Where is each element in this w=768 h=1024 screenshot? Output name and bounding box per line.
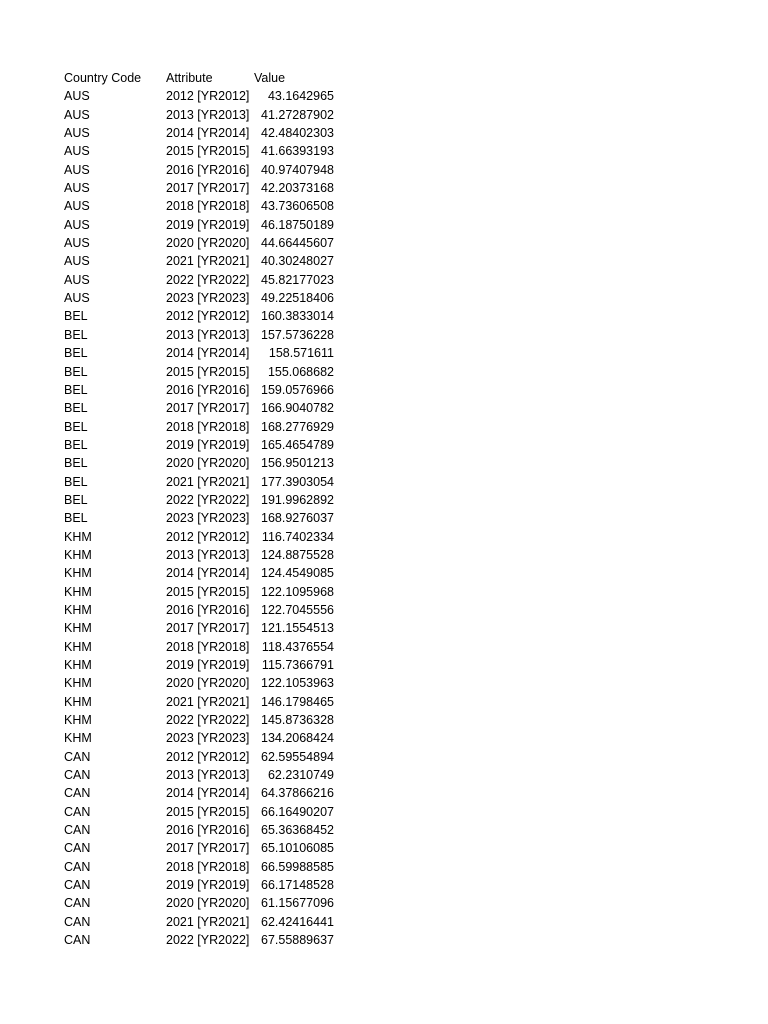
cell-country-code[interactable]: BEL bbox=[64, 492, 88, 507]
cell-attribute[interactable]: 2021 [YR2021] bbox=[166, 254, 250, 269]
cell-country-code[interactable]: CAN bbox=[64, 786, 91, 801]
cell-country-code[interactable]: KHM bbox=[64, 694, 92, 709]
cell-attribute[interactable]: 2017 [YR2017] bbox=[166, 181, 250, 196]
cell-attribute[interactable]: 2019 [YR2019] bbox=[166, 878, 250, 893]
table-row bbox=[64, 161, 334, 179]
cell-attribute[interactable]: 2013 [YR2013] bbox=[166, 107, 250, 122]
cell-country-code[interactable]: AUS bbox=[64, 181, 90, 196]
cell-country-code[interactable]: AUS bbox=[64, 89, 90, 104]
cell-value[interactable]: 157.5736228 bbox=[261, 327, 334, 342]
table-row bbox=[64, 399, 334, 417]
cell-value[interactable]: 160.3833014 bbox=[261, 309, 334, 324]
cell-value[interactable]: 44.66445607 bbox=[261, 236, 334, 251]
cell-value[interactable]: 49.22518406 bbox=[261, 291, 334, 306]
cell-value[interactable]: 168.9276037 bbox=[261, 511, 334, 526]
cell-attribute[interactable]: 2023 [YR2023] bbox=[166, 291, 250, 306]
table-row bbox=[64, 491, 334, 509]
cell-value[interactable]: 43.73606508 bbox=[261, 199, 334, 214]
table-row bbox=[64, 106, 334, 124]
table-row bbox=[64, 601, 334, 619]
table-row bbox=[64, 142, 334, 160]
cell-value[interactable]: 159.0576966 bbox=[261, 382, 334, 397]
cell-attribute[interactable]: 2021 [YR2021] bbox=[166, 914, 250, 929]
cell-country-code[interactable]: BEL bbox=[64, 364, 88, 379]
table-row bbox=[64, 656, 334, 674]
header-value[interactable]: Value bbox=[254, 71, 286, 85]
cell-value[interactable]: 40.97407948 bbox=[261, 162, 334, 177]
cell-country-code[interactable]: BEL bbox=[64, 419, 88, 434]
cell-value[interactable]: 116.7402334 bbox=[261, 529, 334, 544]
cell-value[interactable]: 122.1053963 bbox=[261, 676, 334, 691]
cell-country-code[interactable]: KHM bbox=[64, 566, 92, 581]
table-row bbox=[64, 216, 334, 234]
table-row bbox=[64, 344, 334, 362]
cell-country-code[interactable]: BEL bbox=[64, 474, 88, 489]
header-attribute[interactable]: Attribute bbox=[166, 71, 213, 85]
cell-country-code[interactable]: CAN bbox=[64, 749, 91, 764]
table-row bbox=[64, 436, 334, 454]
cell-attribute[interactable]: 2018 [YR2018] bbox=[166, 639, 250, 654]
table-row bbox=[64, 894, 334, 912]
table-row bbox=[64, 418, 334, 436]
cell-value[interactable]: 62.2310749 bbox=[267, 768, 334, 783]
cell-attribute[interactable]: 2019 [YR2019] bbox=[166, 217, 250, 232]
cell-attribute[interactable]: 2018 [YR2018] bbox=[166, 199, 250, 214]
cell-value[interactable]: 115.7366791 bbox=[261, 658, 334, 672]
cell-attribute[interactable]: 2013 [YR2013] bbox=[166, 547, 250, 562]
table-row bbox=[64, 583, 334, 601]
table-row bbox=[64, 803, 334, 821]
table-row bbox=[64, 289, 334, 307]
table-row bbox=[64, 821, 334, 839]
cell-attribute[interactable]: 2019 [YR2019] bbox=[166, 658, 250, 672]
cell-value[interactable]: 66.59988585 bbox=[261, 859, 334, 874]
cell-value[interactable]: 62.42416441 bbox=[261, 914, 334, 929]
table-row bbox=[64, 638, 334, 656]
header-row bbox=[64, 69, 334, 87]
table-row bbox=[64, 564, 334, 582]
cell-attribute[interactable]: 2012 [YR2012] bbox=[166, 529, 250, 544]
table-row bbox=[64, 748, 334, 766]
cell-country-code[interactable]: BEL bbox=[64, 309, 88, 324]
cell-value[interactable]: 156.9501213 bbox=[261, 456, 334, 471]
cell-attribute[interactable]: 2023 [YR2023] bbox=[166, 511, 250, 526]
cell-value[interactable]: 118.4376554 bbox=[261, 639, 334, 654]
cell-value[interactable]: 41.27287902 bbox=[261, 107, 334, 122]
cell-country-code[interactable]: AUS bbox=[64, 107, 90, 122]
cell-country-code[interactable]: CAN bbox=[64, 878, 91, 893]
table-row bbox=[64, 546, 334, 564]
cell-attribute[interactable]: 2023 [YR2023] bbox=[166, 731, 250, 746]
cell-country-code[interactable]: BEL bbox=[64, 511, 88, 526]
cell-country-code[interactable]: KHM bbox=[64, 658, 92, 672]
cell-country-code[interactable]: AUS bbox=[64, 236, 90, 251]
data-rows bbox=[64, 87, 334, 949]
cell-attribute[interactable]: 2022 [YR2022] bbox=[166, 713, 250, 728]
cell-country-code[interactable]: CAN bbox=[64, 933, 91, 948]
cell-country-code[interactable]: KHM bbox=[64, 639, 92, 654]
cell-value[interactable]: 165.4654789 bbox=[261, 437, 334, 452]
cell-attribute[interactable]: 2012 [YR2012] bbox=[166, 309, 250, 324]
cell-country-code[interactable]: BEL bbox=[64, 346, 88, 361]
cell-attribute[interactable]: 2014 [YR2014] bbox=[166, 346, 250, 361]
cell-attribute[interactable]: 2012 [YR2012] bbox=[166, 749, 250, 764]
cell-country-code[interactable]: KHM bbox=[64, 547, 92, 562]
cell-country-code[interactable]: KHM bbox=[64, 713, 92, 728]
cell-attribute[interactable]: 2020 [YR2020] bbox=[166, 896, 250, 911]
cell-attribute[interactable]: 2014 [YR2014] bbox=[166, 126, 250, 141]
table-row bbox=[64, 876, 334, 894]
cell-country-code[interactable]: BEL bbox=[64, 327, 88, 342]
cell-attribute[interactable]: 2020 [YR2020] bbox=[166, 236, 250, 251]
cell-value[interactable]: 124.4549085 bbox=[261, 566, 334, 581]
cell-attribute[interactable]: 2012 [YR2012] bbox=[166, 89, 250, 104]
table-row bbox=[64, 674, 334, 692]
cell-country-code[interactable]: BEL bbox=[64, 401, 88, 416]
cell-country-code[interactable]: BEL bbox=[64, 437, 88, 452]
cell-attribute[interactable]: 2020 [YR2020] bbox=[166, 456, 250, 471]
cell-attribute[interactable]: 2021 [YR2021] bbox=[166, 694, 250, 709]
table-row bbox=[64, 326, 334, 344]
cell-attribute[interactable]: 2022 [YR2022] bbox=[166, 933, 250, 948]
cell-value[interactable]: 65.36368452 bbox=[261, 823, 334, 838]
cell-value[interactable]: 43.1642965 bbox=[267, 89, 334, 104]
cell-attribute[interactable]: 2021 [YR2021] bbox=[166, 474, 250, 489]
cell-value[interactable]: 166.9040782 bbox=[261, 401, 334, 416]
cell-country-code[interactable]: AUS bbox=[64, 162, 90, 177]
cell-value[interactable]: 177.3903054 bbox=[261, 474, 334, 489]
cell-value[interactable]: 146.1798465 bbox=[261, 694, 334, 709]
table-row bbox=[64, 693, 334, 711]
cell-country-code[interactable]: KHM bbox=[64, 602, 92, 617]
cell-value[interactable]: 122.1095968 bbox=[261, 584, 334, 599]
table-row bbox=[64, 729, 334, 747]
cell-value[interactable]: 64.37866216 bbox=[261, 786, 334, 801]
cell-attribute[interactable]: 2022 [YR2022] bbox=[166, 492, 250, 507]
cell-country-code[interactable]: AUS bbox=[64, 254, 90, 269]
table-row bbox=[64, 931, 334, 949]
table-row bbox=[64, 839, 334, 857]
cell-country-code[interactable]: AUS bbox=[64, 126, 90, 141]
cell-attribute[interactable]: 2016 [YR2016] bbox=[166, 602, 250, 617]
cell-value[interactable]: 45.82177023 bbox=[261, 272, 334, 287]
table-row bbox=[64, 363, 334, 381]
table-row bbox=[64, 473, 334, 491]
cell-country-code[interactable]: CAN bbox=[64, 804, 91, 819]
cell-attribute[interactable]: 2017 [YR2017] bbox=[166, 841, 250, 856]
table-row bbox=[64, 124, 334, 142]
cell-country-code[interactable]: AUS bbox=[64, 272, 90, 287]
cell-attribute[interactable]: 2017 [YR2017] bbox=[166, 401, 250, 416]
table-row bbox=[64, 454, 334, 472]
cell-country-code[interactable]: CAN bbox=[64, 841, 91, 856]
cell-value[interactable]: 66.17148528 bbox=[261, 878, 334, 893]
cell-attribute[interactable]: 2022 [YR2022] bbox=[166, 272, 250, 287]
cell-value[interactable]: 124.8875528 bbox=[261, 547, 334, 562]
cell-value[interactable]: 67.55889637 bbox=[261, 933, 334, 948]
table-row bbox=[64, 271, 334, 289]
table-row bbox=[64, 87, 334, 105]
cell-country-code[interactable]: CAN bbox=[64, 896, 91, 911]
cell-attribute[interactable]: 2013 [YR2013] bbox=[166, 327, 250, 342]
table-row bbox=[64, 766, 334, 784]
cell-country-code[interactable]: CAN bbox=[64, 914, 91, 929]
cell-country-code[interactable]: KHM bbox=[64, 621, 92, 636]
table-row bbox=[64, 307, 334, 325]
table-row bbox=[64, 179, 334, 197]
cell-value[interactable]: 168.2776929 bbox=[261, 419, 334, 434]
cell-attribute[interactable]: 2016 [YR2016] bbox=[166, 823, 250, 838]
data-sheet bbox=[64, 69, 334, 950]
cell-attribute[interactable]: 2018 [YR2018] bbox=[166, 859, 250, 874]
cell-value[interactable]: 122.7045556 bbox=[261, 602, 334, 617]
cell-country-code[interactable]: KHM bbox=[64, 529, 92, 544]
header-country-code[interactable]: Country Code bbox=[64, 71, 142, 85]
cell-value[interactable]: 155.068682 bbox=[267, 364, 334, 379]
cell-country-code[interactable]: CAN bbox=[64, 823, 91, 838]
cell-value[interactable]: 158.571611 bbox=[268, 346, 334, 361]
table-row bbox=[64, 619, 334, 637]
cell-country-code[interactable]: AUS bbox=[64, 291, 90, 306]
cell-attribute[interactable]: 2017 [YR2017] bbox=[166, 621, 250, 636]
cell-country-code[interactable]: CAN bbox=[64, 859, 91, 874]
table-row bbox=[64, 509, 334, 527]
table-row bbox=[64, 197, 334, 215]
cell-country-code[interactable]: KHM bbox=[64, 584, 92, 599]
cell-value[interactable]: 134.2068424 bbox=[261, 731, 334, 746]
cell-attribute[interactable]: 2019 [YR2019] bbox=[166, 437, 250, 452]
cell-attribute[interactable]: 2015 [YR2015] bbox=[166, 364, 250, 379]
cell-value[interactable]: 145.8736328 bbox=[261, 713, 334, 728]
table-row bbox=[64, 234, 334, 252]
cell-country-code[interactable]: KHM bbox=[64, 676, 92, 691]
cell-country-code[interactable]: CAN bbox=[64, 768, 91, 783]
table-row bbox=[64, 913, 334, 931]
cell-attribute[interactable]: 2016 [YR2016] bbox=[166, 382, 250, 397]
cell-value[interactable]: 191.9962892 bbox=[261, 492, 334, 507]
cell-value[interactable]: 62.59554894 bbox=[261, 749, 334, 764]
cell-attribute[interactable]: 2015 [YR2015] bbox=[166, 584, 250, 599]
cell-value[interactable]: 46.18750189 bbox=[261, 217, 334, 232]
table-row bbox=[64, 381, 334, 399]
cell-value[interactable]: 40.30248027 bbox=[261, 254, 334, 269]
cell-country-code[interactable]: KHM bbox=[64, 731, 92, 746]
cell-attribute[interactable]: 2013 [YR2013] bbox=[166, 768, 250, 783]
cell-attribute[interactable]: 2014 [YR2014] bbox=[166, 566, 250, 581]
cell-attribute[interactable]: 2018 [YR2018] bbox=[166, 419, 250, 434]
table-row bbox=[64, 711, 334, 729]
cell-attribute[interactable]: 2020 [YR2020] bbox=[166, 676, 250, 691]
table-row bbox=[64, 784, 334, 802]
cell-value[interactable]: 121.1554513 bbox=[261, 621, 334, 636]
cell-country-code[interactable]: BEL bbox=[64, 456, 88, 471]
cell-value[interactable]: 42.20373168 bbox=[261, 181, 334, 196]
cell-country-code[interactable]: AUS bbox=[64, 199, 90, 214]
cell-country-code[interactable]: BEL bbox=[64, 382, 88, 397]
cell-attribute[interactable]: 2015 [YR2015] bbox=[166, 804, 250, 819]
cell-value[interactable]: 41.66393193 bbox=[261, 144, 334, 159]
table-row bbox=[64, 858, 334, 876]
cell-attribute[interactable]: 2016 [YR2016] bbox=[166, 162, 250, 177]
cell-value[interactable]: 65.10106085 bbox=[261, 841, 334, 856]
cell-attribute[interactable]: 2015 [YR2015] bbox=[166, 144, 250, 159]
cell-value[interactable]: 61.15677096 bbox=[261, 896, 334, 911]
table-row bbox=[64, 252, 334, 270]
cell-country-code[interactable]: AUS bbox=[64, 144, 90, 159]
cell-attribute[interactable]: 2014 [YR2014] bbox=[166, 786, 250, 801]
cell-value[interactable]: 42.48402303 bbox=[261, 126, 334, 141]
cell-value[interactable]: 66.16490207 bbox=[261, 804, 334, 819]
cell-country-code[interactable]: AUS bbox=[64, 217, 90, 232]
table-row bbox=[64, 528, 334, 546]
